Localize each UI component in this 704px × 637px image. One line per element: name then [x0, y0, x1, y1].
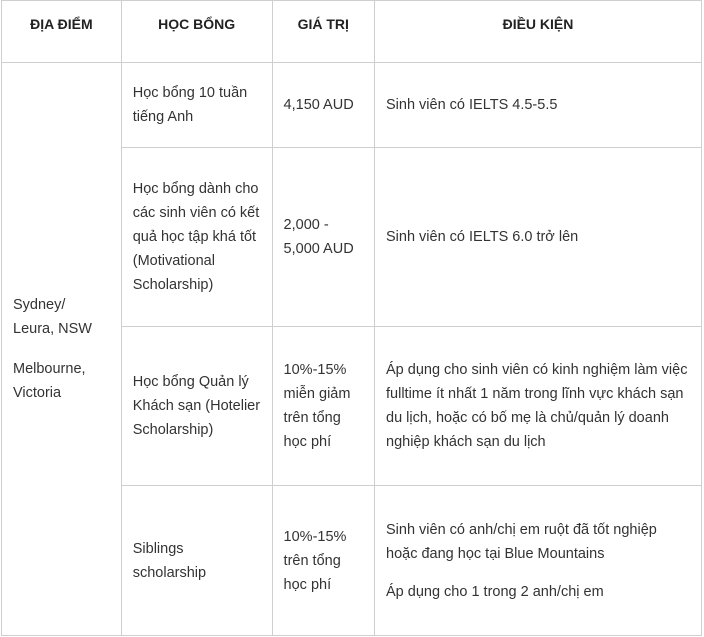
value-cell: 10%-15% trên tổng học phí [272, 486, 374, 636]
value-cell: 4,150 AUD [272, 63, 374, 148]
condition-cell [375, 63, 702, 148]
header-value: GIÁ TRỊ [272, 1, 374, 63]
table-row [2, 63, 702, 148]
scholarship-cell: Học bổng 10 tuần tiếng Anh [121, 63, 272, 148]
location-cell [2, 63, 122, 636]
scholarship-cell: Học bổng Quản lý Khách sạn (Hotelier Scholarship) [121, 327, 272, 486]
header-location: ĐỊA ĐIỂM [2, 1, 122, 63]
condition-text: Sinh viên có IELTS 6.0 trở lên [386, 229, 579, 245]
header-scholarship: HỌC BỔNG [121, 1, 272, 63]
condition-text: Sinh viên có IELTS 4.5-5.5 [386, 97, 558, 113]
table-header-row [2, 1, 702, 63]
condition-text: Sinh viên có anh/chị em ruột đã tốt nghiệp hoặc đang học tại Blue Mountains [386, 521, 657, 562]
condition-text: Áp dụng cho sinh viên có kinh nghiệm làm việc fulltime ít nhất 1 năm trong lĩnh vực khách sạn du lịch, hoặc có bố mẹ là chủ/quản lý doanh nghiệp khách sạn du lịch [386, 362, 688, 450]
scholarship-table [1, 0, 702, 636]
condition-cell [375, 486, 702, 636]
condition-cell [375, 327, 702, 486]
scholarship-cell: Siblings scholarship [121, 486, 272, 636]
location-melbourne: Melbourne, Victoria [13, 361, 86, 401]
location-sydney: Sydney/ Leura, NSW [13, 297, 92, 337]
condition-text: Áp dụng cho 1 trong 2 anh/chị em [386, 583, 604, 600]
condition-cell [375, 148, 702, 327]
value-cell: 2,000 - 5,000 AUD [272, 148, 374, 327]
value-cell: 10%-15% miễn giảm trên tổng học phí [272, 327, 374, 486]
header-condition: ĐIỀU KIỆN [375, 1, 702, 63]
scholarship-cell: Học bổng dành cho các sinh viên có kết quả học tập khá tốt (Motivational Scholarship) [121, 148, 272, 327]
